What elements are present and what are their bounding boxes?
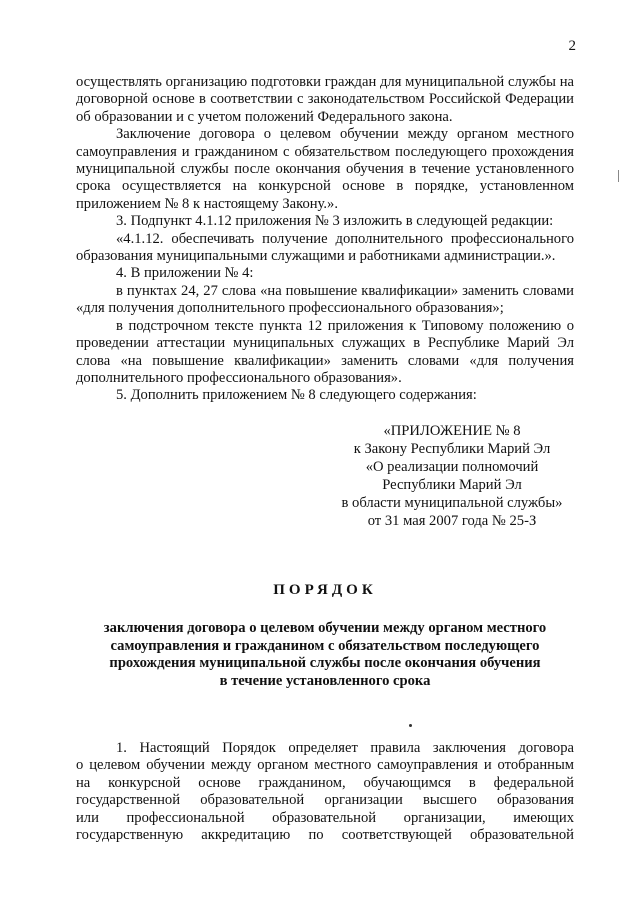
page-number: 2	[568, 38, 576, 54]
section-1-line: о целевом обучении между органом местного самоуправления и отобранным	[76, 757, 574, 774]
body-text	[76, 74, 574, 405]
appendix-line: от 31 мая 2007 года № 25-З	[367, 513, 537, 529]
document-subtitle	[76, 620, 574, 690]
section-1-line: на конкурсной основе гражданином, обучающимся в федеральной	[76, 774, 574, 791]
appendix-header	[330, 422, 574, 530]
section-1-line: или профессиональной образовательной организации, имеющих	[76, 809, 574, 826]
section-1-paragraph	[76, 740, 574, 844]
subtitle-line: самоуправления и гражданином с обязательством последующего	[110, 637, 540, 654]
paragraph-item-4-1-12: «4.1.12. обеспечивать получение дополнительного профессионального образования муниципальными служащими и работниками администрации.».	[76, 230, 574, 265]
paragraph-items-24-27: в пунктах 24, 27 слова «на повышение квалификации» заменить словами «для получения дополнительного профессионального образования»;	[76, 282, 574, 317]
paragraph-item-3: 3. Подпункт 4.1.12 приложения № 3 изложить в следующей редакции:	[116, 213, 554, 230]
appendix-line: Республики Марий Эл	[382, 477, 522, 493]
appendix-line: «ПРИЛОЖЕНИЕ № 8	[383, 423, 521, 439]
scan-dot	[409, 724, 412, 727]
appendix-line: в области муниципальной службы»	[341, 495, 563, 511]
section-1-line: 1. Настоящий Порядок определяет правила заключения договора	[116, 740, 574, 756]
paragraph-item-5: 5. Дополнить приложением № 8 следующего содержания:	[116, 387, 477, 404]
section-1-line: государственную аккредитацию по соответствующей образовательной	[76, 827, 574, 844]
paragraph-continuation: осуществлять организацию подготовки граждан для муниципальной службы на договорной основе в соответствии с законодательством Российской Федерации об образовании и с учетом положений Федерального закона.	[76, 74, 574, 125]
subtitle-line: в течение установленного срока	[219, 672, 431, 689]
paragraph-contract-competition: Заключение договора о целевом обучении между органом местного самоуправления и гражданином с обязательством последующего прохождения муниципальной службы после окончания обучения в течение установленного срока осуществляется на конкурсной основе в порядке, установленном приложением № 8 к настоящему Закону.».	[76, 126, 574, 212]
appendix-line: к Закону Республики Марий Эл	[353, 441, 551, 457]
subtitle-line: заключения договора о целевом обучении между органом местного	[103, 620, 547, 636]
subtitle-line: прохождения муниципальной службы после окончания обучения	[109, 655, 541, 672]
document-title: ПОРЯДОК	[273, 582, 377, 598]
appendix-line: «О реализации полномочий	[365, 459, 539, 475]
paragraph-item-4: 4. В приложении № 4:	[116, 265, 254, 282]
section-1-line: государственной образовательной организации высшего образования	[76, 792, 574, 809]
paragraph-footnote-12: в подстрочном тексте пункта 12 приложения к Типовому положению о проведении аттестации муниципальных служащих в Республике Марий Эл слова «на повышение квалификации» заменить словами «для получения дополнительного профессионального образования».	[76, 317, 574, 386]
scan-artifact	[618, 170, 619, 182]
